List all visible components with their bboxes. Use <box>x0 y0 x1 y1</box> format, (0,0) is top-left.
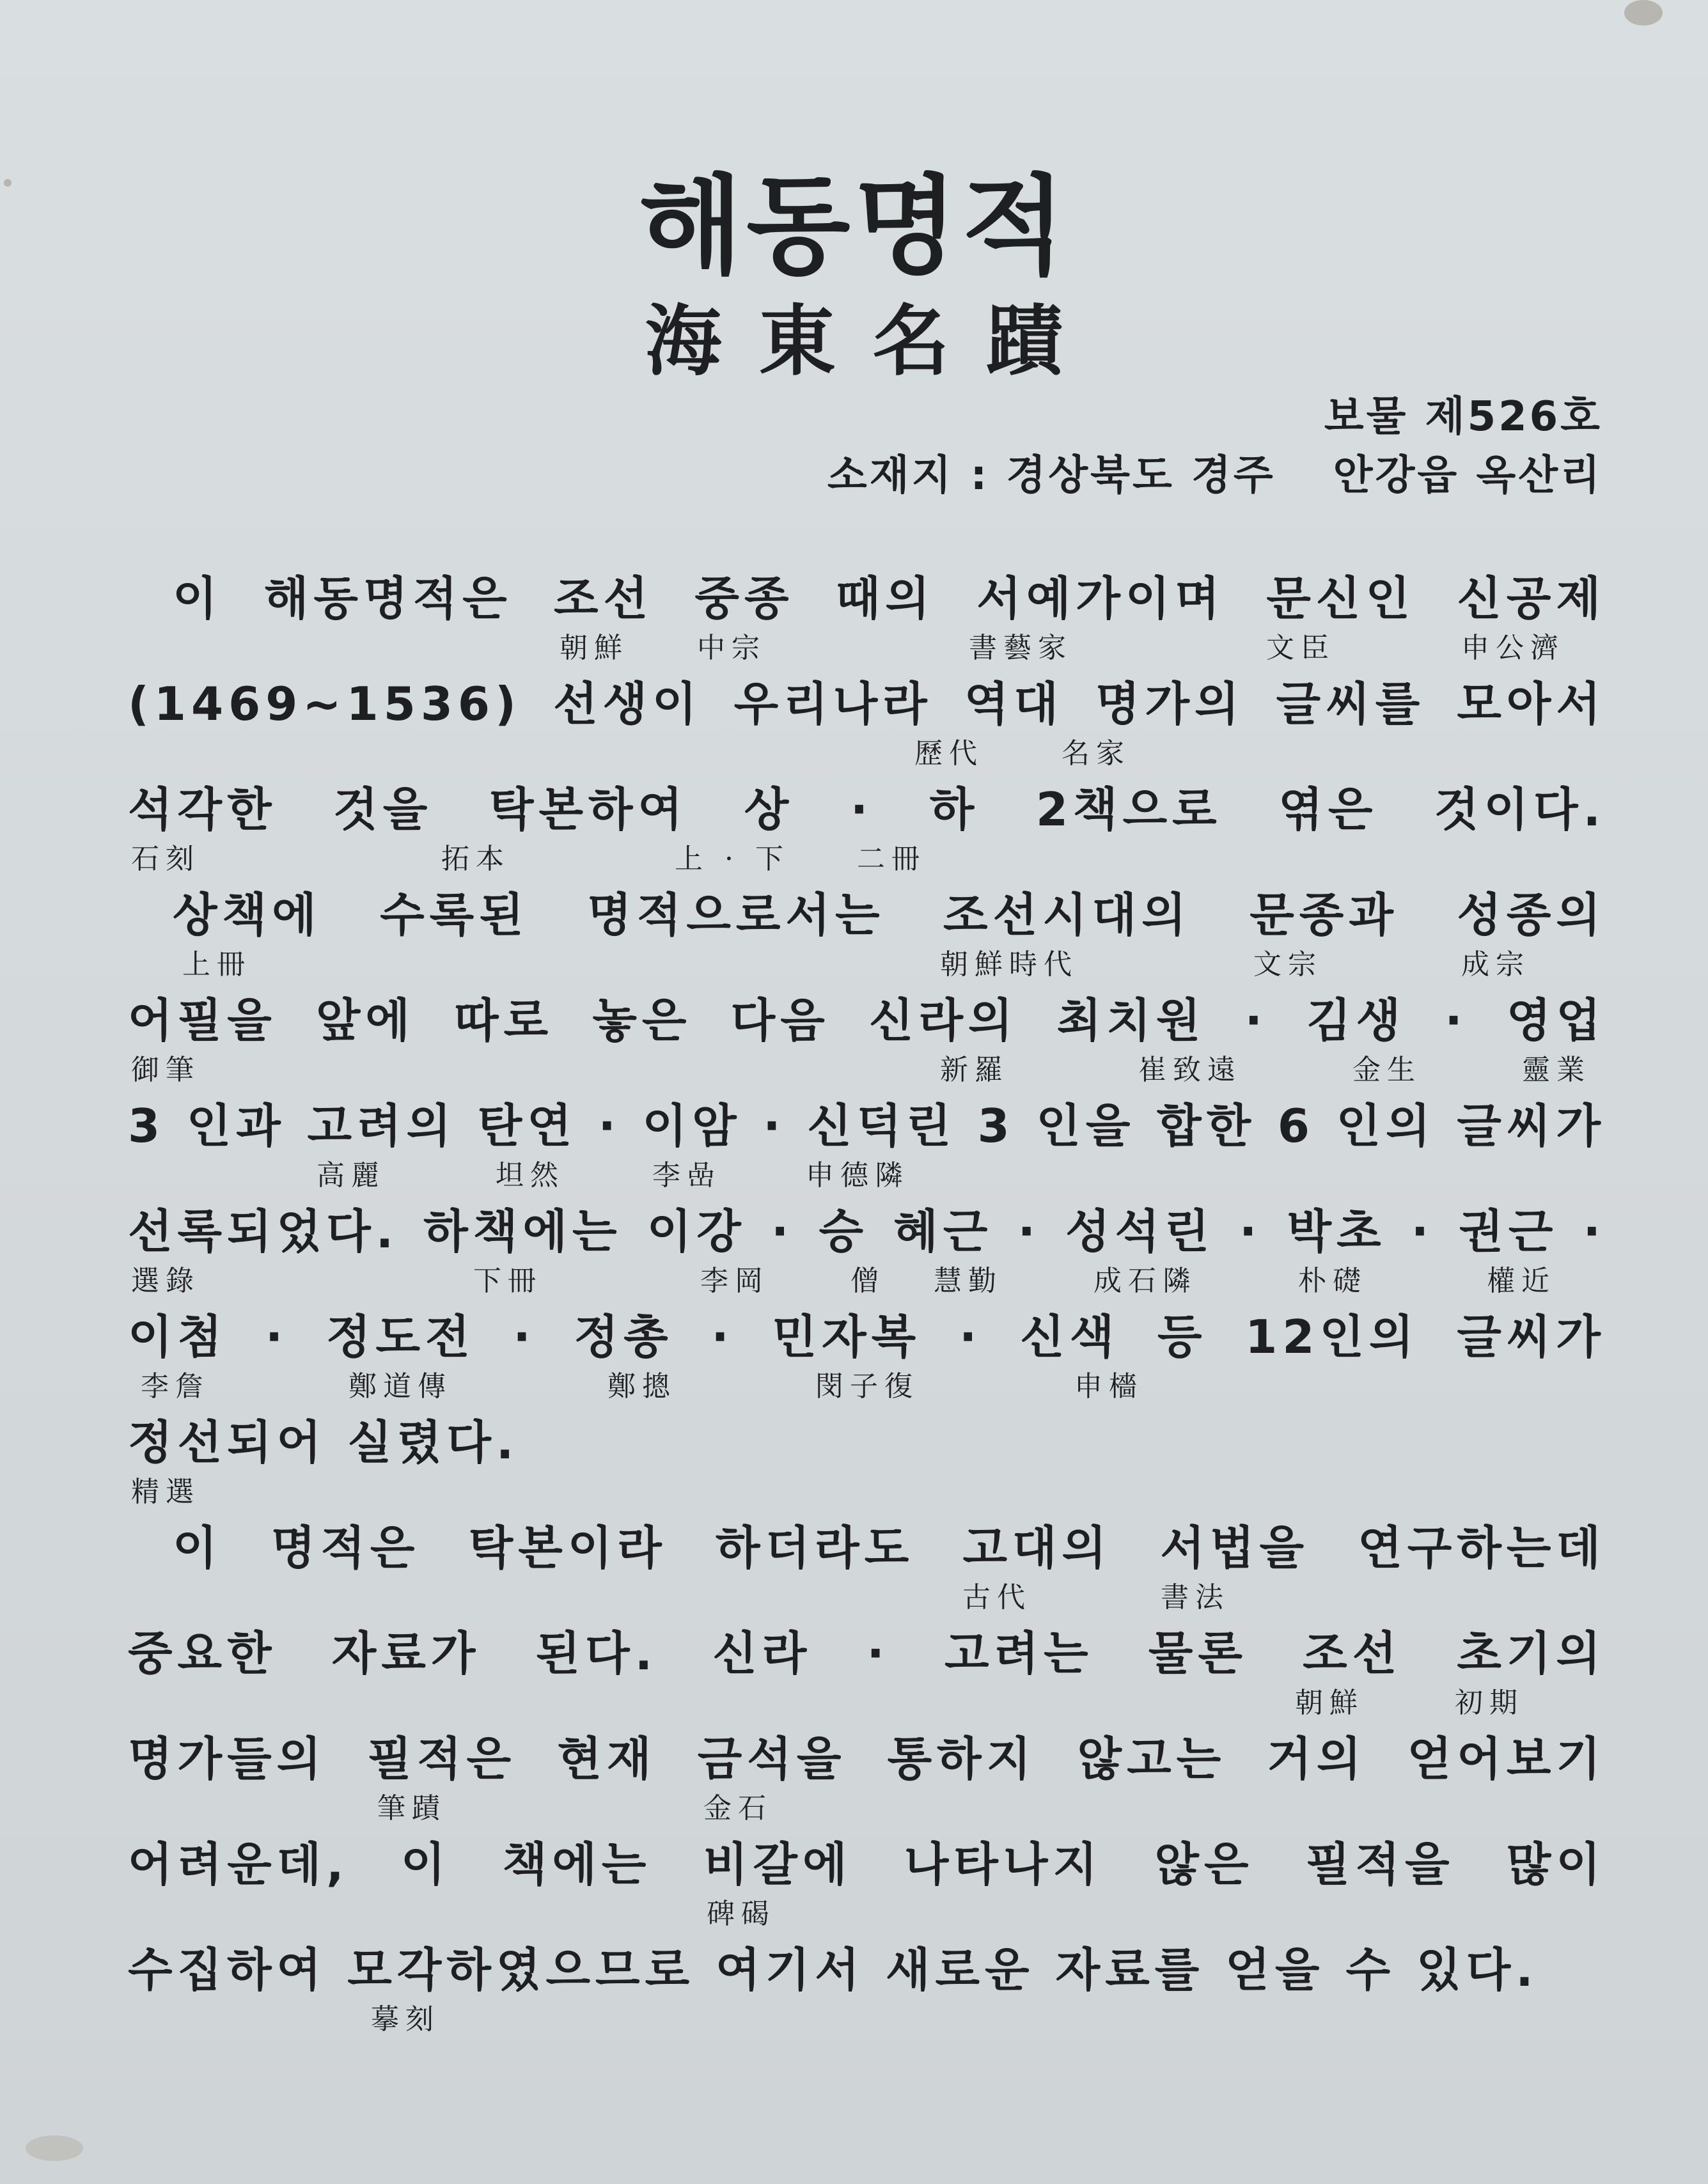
text-line-11 <box>128 1626 1606 1736</box>
weathering-stain <box>1624 0 1663 26</box>
hanja-gloss: 歷代 <box>914 737 983 770</box>
treasure-number: 보물 제526호 <box>1324 393 1602 441</box>
text-line-5 <box>128 994 1606 1103</box>
line-text: 어필을 앞에 따로 놓은 다음 신라의 최치원 · 김생 · 영업 <box>128 994 1606 1047</box>
line-text: 이 해동명적은 조선 중종 때의 서예가이며 문신인 신공제 <box>173 572 1606 625</box>
hanja-gloss: 坦然 <box>496 1159 565 1192</box>
hanja-gloss: 高麗 <box>317 1159 386 1192</box>
location-detail: 안강읍 옥산리 <box>1333 452 1602 499</box>
line-text: 중요한 자료가 된다. 신라 · 고려는 물론 조선 초기의 <box>128 1626 1606 1680</box>
location-label: 소재지 : 경상북도 경주 <box>827 452 1276 499</box>
hanja-gloss: 崔致遠 <box>1138 1054 1242 1086</box>
hanja-gloss: 名家 <box>1062 737 1131 770</box>
text-line-3 <box>128 783 1606 892</box>
line-text: 수집하여 모각하였으므로 여기서 새로운 자료를 얻을 수 있다. <box>128 1943 1539 1997</box>
hanja-gloss: 朝鮮 <box>1295 1687 1364 1719</box>
line-text: 정선되어 실렸다. <box>128 1416 519 1469</box>
text-line-7 <box>128 1205 1606 1314</box>
hanja-gloss: 朝鮮 <box>560 632 629 664</box>
weathering-stain <box>4 179 12 187</box>
line-text: 3 인과 고려의 탄연 · 이암 · 신덕린 3 인을 합한 6 인의 글씨가 <box>128 1099 1606 1153</box>
hanja-gloss: 摹刻 <box>371 2003 440 2036</box>
hanja-gloss: 成宗 <box>1461 948 1530 981</box>
hanja-gloss: 書藝家 <box>969 632 1072 664</box>
hanja-gloss: 上 · 下 <box>675 843 790 875</box>
text-line-9 <box>128 1416 1606 1525</box>
title-hanja: 海東名蹟 <box>645 297 1101 386</box>
text-line-2 <box>128 677 1606 786</box>
hanja-gloss: 鄭道傳 <box>349 1370 452 1403</box>
line-text: 이첨 · 정도전 · 정총 · 민자복 · 신색 등 12인의 글씨가 <box>128 1310 1606 1364</box>
hanja-gloss: 權近 <box>1487 1265 1556 1297</box>
hanja-gloss: 下冊 <box>473 1265 542 1297</box>
hanja-gloss: 中宗 <box>697 632 766 664</box>
weathering-stain <box>26 2135 83 2161</box>
title-korean: 해동명적 <box>638 164 1070 289</box>
hanja-gloss: 閔子復 <box>815 1370 919 1403</box>
hanja-gloss: 申德隣 <box>806 1159 909 1192</box>
description-body <box>128 572 1606 2052</box>
hanja-gloss: 申檣 <box>1074 1370 1143 1403</box>
hanja-gloss: 二冊 <box>857 843 926 875</box>
line-text: 명가들의 필적은 현재 금석을 통하지 않고는 거의 얻어보기 <box>128 1732 1606 1786</box>
line-text: 이 명적은 탁본이라 하더라도 고대의 서법을 연구하는데 <box>173 1521 1606 1575</box>
text-line-6 <box>128 1099 1606 1208</box>
line-text: 선록되었다. 하책에는 이강 · 승 혜근 · 성석린 · 박초 · 권근 · <box>128 1205 1606 1258</box>
hanja-gloss: 文臣 <box>1266 632 1335 664</box>
hanja-gloss: 精選 <box>131 1476 200 1508</box>
text-line-8 <box>128 1310 1606 1419</box>
hanja-gloss: 書法 <box>1161 1581 1230 1614</box>
text-line-10 <box>128 1521 1606 1630</box>
line-text: 석각한 것을 탁본하여 상 · 하 2책으로 엮은 것이다. <box>128 783 1606 836</box>
location <box>827 452 1602 499</box>
hanja-gloss: 上冊 <box>182 948 251 981</box>
hanja-gloss: 新羅 <box>940 1054 1009 1086</box>
hanja-gloss: 古代 <box>962 1581 1031 1614</box>
line-text: 상책에 수록된 명적으로서는 조선시대의 문종과 성종의 <box>173 888 1606 942</box>
hanja-gloss: 慧勤 <box>934 1265 1003 1297</box>
hanja-gloss: 金石 <box>703 1792 772 1825</box>
hanja-gloss: 拓本 <box>441 843 510 875</box>
text-line-1 <box>128 572 1606 681</box>
hanja-gloss: 僧 <box>850 1265 885 1297</box>
hanja-gloss: 李岡 <box>700 1265 769 1297</box>
hanja-gloss: 筆蹟 <box>377 1792 446 1825</box>
hanja-gloss: 申公濟 <box>1461 632 1565 664</box>
hanja-gloss: 鄭摠 <box>607 1370 677 1403</box>
hanja-gloss: 文宗 <box>1253 948 1322 981</box>
hanja-gloss: 金生 <box>1352 1054 1422 1086</box>
text-line-13 <box>128 1837 1606 1947</box>
hanja-gloss: 御筆 <box>131 1054 200 1086</box>
text-line-12 <box>128 1732 1606 1841</box>
line-text: (1469~1536) 선생이 우리나라 역대 명가의 글씨를 모아서 <box>128 677 1606 731</box>
hanja-gloss: 靈業 <box>1522 1054 1591 1086</box>
hanja-gloss: 成石隣 <box>1093 1265 1197 1297</box>
text-line-4 <box>128 888 1606 997</box>
line-text: 어려운데, 이 책에는 비갈에 나타나지 않은 필적을 많이 <box>128 1837 1606 1891</box>
hanja-gloss: 碑碣 <box>707 1898 776 1930</box>
hanja-gloss: 選錄 <box>131 1265 200 1297</box>
hanja-gloss: 李嵒 <box>652 1159 721 1192</box>
hanja-gloss: 李詹 <box>141 1370 210 1403</box>
text-line-14 <box>128 1943 1606 2052</box>
hanja-gloss: 石刻 <box>131 843 200 875</box>
hanja-gloss: 朴礎 <box>1298 1265 1367 1297</box>
hanja-gloss: 朝鮮時代 <box>940 948 1078 981</box>
hanja-gloss: 初期 <box>1455 1687 1524 1719</box>
